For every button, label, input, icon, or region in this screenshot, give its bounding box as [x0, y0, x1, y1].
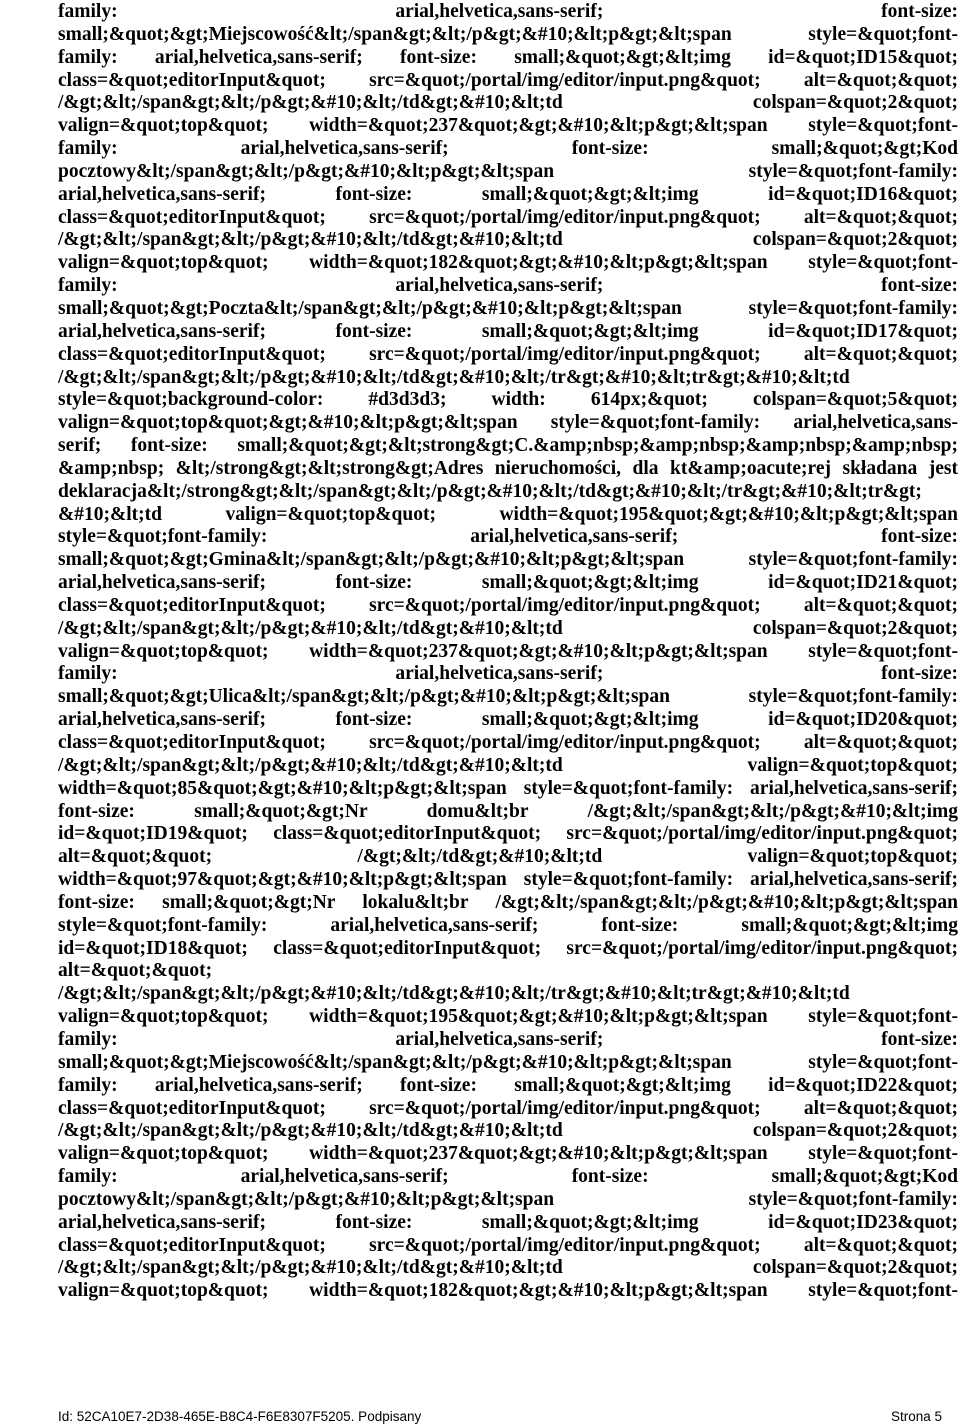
document-line: font-size: small;&quot;&gt;Nr domu&lt;br /&gt;&lt;/span&gt;&lt;/p&gt;&#10;&lt;img — [58, 800, 958, 822]
document-line: /&gt;&lt;/span&gt;&lt;/p&gt;&#10;&lt;/td&gt;&#10;&lt;td colspan=&quot;2&quot; — [58, 1120, 958, 1142]
document-line: /&gt;&lt;/span&gt;&lt;/p&gt;&#10;&lt;/td&gt;&#10;&lt;td colspan=&quot;2&quot; — [58, 229, 958, 251]
page-footer — [58, 1408, 942, 1426]
document-line: class=&quot;editorInput&quot; src=&quot;/portal/img/editor/input.png&quot; alt=&quot;&quot; — [58, 594, 958, 616]
document-line: family: arial,helvetica,sans-serif; font-size: — [58, 663, 958, 685]
document-line: class=&quot;editorInput&quot; src=&quot;/portal/img/editor/input.png&quot; alt=&quot;&quot; — [58, 206, 958, 228]
footer-document-id: Id: 52CA10E7-2D38-465E-B8C4-F6E8307F5205. Podpisany — [58, 1409, 422, 1424]
document-line: alt=&quot;&quot; /&gt;&lt;/td&gt;&#10;&lt;td valign=&quot;top&quot; — [58, 846, 958, 868]
document-line: valign=&quot;top&quot; width=&quot;237&quot;&gt;&#10;&lt;p&gt;&lt;span style=&quot;font- — [58, 1143, 958, 1165]
document-line: small;&quot;&gt;Miejscowość&lt;/span&gt;&lt;/p&gt;&#10;&lt;p&gt;&lt;span style=&quot;font- — [58, 1051, 958, 1073]
document-line: class=&quot;editorInput&quot; src=&quot;/portal/img/editor/input.png&quot; alt=&quot;&quot; — [58, 732, 958, 753]
document-line: id=&quot;ID19&quot; class=&quot;editorInput&quot; src=&quot;/portal/img/editor/input.png&quot; — [58, 823, 958, 845]
document-line: pocztowy&lt;/span&gt;&lt;/p&gt;&#10;&lt;p&gt;&lt;span style=&quot;font-family: — [58, 1188, 958, 1210]
document-line: /&gt;&lt;/span&gt;&lt;/p&gt;&#10;&lt;/td&gt;&#10;&lt;td valign=&quot;top&quot; — [58, 754, 958, 776]
document-line: arial,helvetica,sans-serif; font-size: small;&quot;&gt;&lt;img id=&quot;ID21&quot; — [58, 572, 958, 594]
document-line: style=&quot;background-color: #d3d3d3; width: 614px;&quot; colspan=&quot;5&quot; — [58, 389, 958, 411]
document-line: family: arial,helvetica,sans-serif; font-size: small;&quot;&gt;Kod — [58, 138, 958, 160]
document-line: font-size: small;&quot;&gt;Nr lokalu&lt;br /&gt;&lt;/span&gt;&lt;/p&gt;&#10;&lt;p&gt;&lt;span — [58, 891, 958, 913]
document-line: deklaracja&lt;/strong&gt;&lt;/span&gt;&lt;/p&gt;&#10;&lt;/td&gt;&#10;&lt;/tr&gt;&#10;&lt;tr&gt; — [58, 480, 922, 502]
document-line: /&gt;&lt;/span&gt;&lt;/p&gt;&#10;&lt;/td&gt;&#10;&lt;td colspan=&quot;2&quot; — [58, 617, 958, 639]
footer-page-number: Strona 5 — [890, 1409, 942, 1424]
document-line: valign=&quot;top&quot; width=&quot;195&quot;&gt;&#10;&lt;p&gt;&lt;span style=&quot;font- — [58, 1006, 958, 1028]
document-line: /&gt;&lt;/span&gt;&lt;/p&gt;&#10;&lt;/td&gt;&#10;&lt;/tr&gt;&#10;&lt;tr&gt;&#10;&lt;td — [58, 366, 850, 388]
document-line: alt=&quot;&quot; — [58, 960, 213, 982]
document-line: /&gt;&lt;/span&gt;&lt;/p&gt;&#10;&lt;/td&gt;&#10;&lt;td colspan=&quot;2&quot; — [58, 92, 958, 114]
document-line: id=&quot;ID18&quot; class=&quot;editorInput&quot; src=&quot;/portal/img/editor/input.png&quot; — [58, 937, 958, 959]
document-line: style=&quot;font-family: arial,helvetica,sans-serif; font-size: small;&quot;&gt;&lt;img — [58, 914, 958, 936]
document-line: small;&quot;&gt;Miejscowość&lt;/span&gt;&lt;/p&gt;&#10;&lt;p&gt;&lt;span style=&quot;font- — [58, 23, 958, 45]
document-body-text — [58, 1, 958, 1303]
document-line: valign=&quot;top&quot; width=&quot;182&quot;&gt;&#10;&lt;p&gt;&lt;span style=&quot;font- — [58, 1280, 958, 1302]
document-line: serif; font-size: small;&quot;&gt;&lt;strong&gt;C.&amp;nbsp;&amp;nbsp;&amp;nbsp;&amp;nbsp; — [58, 435, 958, 457]
document-line: width=&quot;97&quot;&gt;&#10;&lt;p&gt;&lt;span style=&quot;font-family: arial,helvetica,sans-serif; — [58, 869, 958, 891]
document-line: class=&quot;editorInput&quot; src=&quot;/portal/img/editor/input.png&quot; alt=&quot;&quot; — [58, 1097, 958, 1119]
document-line: family: arial,helvetica,sans-serif; font-size: — [58, 275, 958, 297]
document-line: class=&quot;editorInput&quot; src=&quot;/portal/img/editor/input.png&quot; alt=&quot;&quot; — [58, 1234, 958, 1256]
document-line: style=&quot;font-family: arial,helvetica,sans-serif; font-size: — [58, 526, 958, 548]
document-line: arial,helvetica,sans-serif; font-size: small;&quot;&gt;&lt;img id=&quot;ID17&quot; — [58, 320, 958, 342]
document-line: family: arial,helvetica,sans-serif; font-size: small;&quot;&gt;&lt;img id=&quot;ID22&quot; — [58, 1074, 958, 1096]
document-line: /&gt;&lt;/span&gt;&lt;/p&gt;&#10;&lt;/td&gt;&#10;&lt;td colspan=&quot;2&quot; — [58, 1257, 958, 1279]
document-line: small;&quot;&gt;Ulica&lt;/span&gt;&lt;/p&gt;&#10;&lt;p&gt;&lt;span style=&quot;font-family: — [58, 686, 958, 708]
document-line: valign=&quot;top&quot;&gt;&#10;&lt;p&gt;&lt;span style=&quot;font-family: arial,helvetica,sans- — [58, 412, 958, 434]
document-line: family: arial,helvetica,sans-serif; font-size: small;&quot;&gt;&lt;img id=&quot;ID15&quot; — [58, 46, 958, 68]
document-line: valign=&quot;top&quot; width=&quot;237&quot;&gt;&#10;&lt;p&gt;&lt;span style=&quot;font- — [58, 640, 958, 662]
document-line: valign=&quot;top&quot; width=&quot;237&quot;&gt;&#10;&lt;p&gt;&lt;span style=&quot;font- — [58, 115, 958, 137]
document-line: &#10;&lt;td valign=&quot;top&quot; width=&quot;195&quot;&gt;&#10;&lt;p&gt;&lt;span — [58, 503, 958, 525]
document-line: width=&quot;85&quot;&gt;&#10;&lt;p&gt;&lt;span style=&quot;font-family: arial,helvetica,sans-serif; — [58, 777, 958, 799]
document-line: /&gt;&lt;/span&gt;&lt;/p&gt;&#10;&lt;/td&gt;&#10;&lt;/tr&gt;&#10;&lt;tr&gt;&#10;&lt;td — [58, 983, 850, 1005]
document-line: family: arial,helvetica,sans-serif; font-size: — [58, 1028, 958, 1050]
document-line: arial,helvetica,sans-serif; font-size: small;&quot;&gt;&lt;img id=&quot;ID16&quot; — [58, 183, 958, 205]
document-line: arial,helvetica,sans-serif; font-size: small;&quot;&gt;&lt;img id=&quot;ID23&quot; — [58, 1211, 958, 1233]
document-line: small;&quot;&gt;Gmina&lt;/span&gt;&lt;/p&gt;&#10;&lt;p&gt;&lt;span style=&quot;font-family: — [58, 549, 958, 571]
document-line: valign=&quot;top&quot; width=&quot;182&quot;&gt;&#10;&lt;p&gt;&lt;span style=&quot;font- — [58, 252, 958, 274]
document-line: class=&quot;editorInput&quot; src=&quot;/portal/img/editor/input.png&quot; alt=&quot;&quot; — [58, 343, 958, 365]
document-line: family: arial,helvetica,sans-serif; font-size: small;&quot;&gt;Kod — [58, 1166, 958, 1188]
document-line: class=&quot;editorInput&quot; src=&quot;/portal/img/editor/input.png&quot; alt=&quot;&quot; — [58, 69, 958, 91]
document-line: family: arial,helvetica,sans-serif; font-size: — [58, 1, 958, 22]
document-line: pocztowy&lt;/span&gt;&lt;/p&gt;&#10;&lt;p&gt;&lt;span style=&quot;font-family: — [58, 160, 958, 182]
document-line: &amp;nbsp; &lt;/strong&gt;&lt;strong&gt;Adres nieruchomości, dla kt&amp;oacute;rej składana jest — [58, 457, 958, 479]
document-line: arial,helvetica,sans-serif; font-size: small;&quot;&gt;&lt;img id=&quot;ID20&quot; — [58, 709, 958, 731]
document-line: small;&quot;&gt;Poczta&lt;/span&gt;&lt;/p&gt;&#10;&lt;p&gt;&lt;span style=&quot;font-family: — [58, 297, 958, 319]
